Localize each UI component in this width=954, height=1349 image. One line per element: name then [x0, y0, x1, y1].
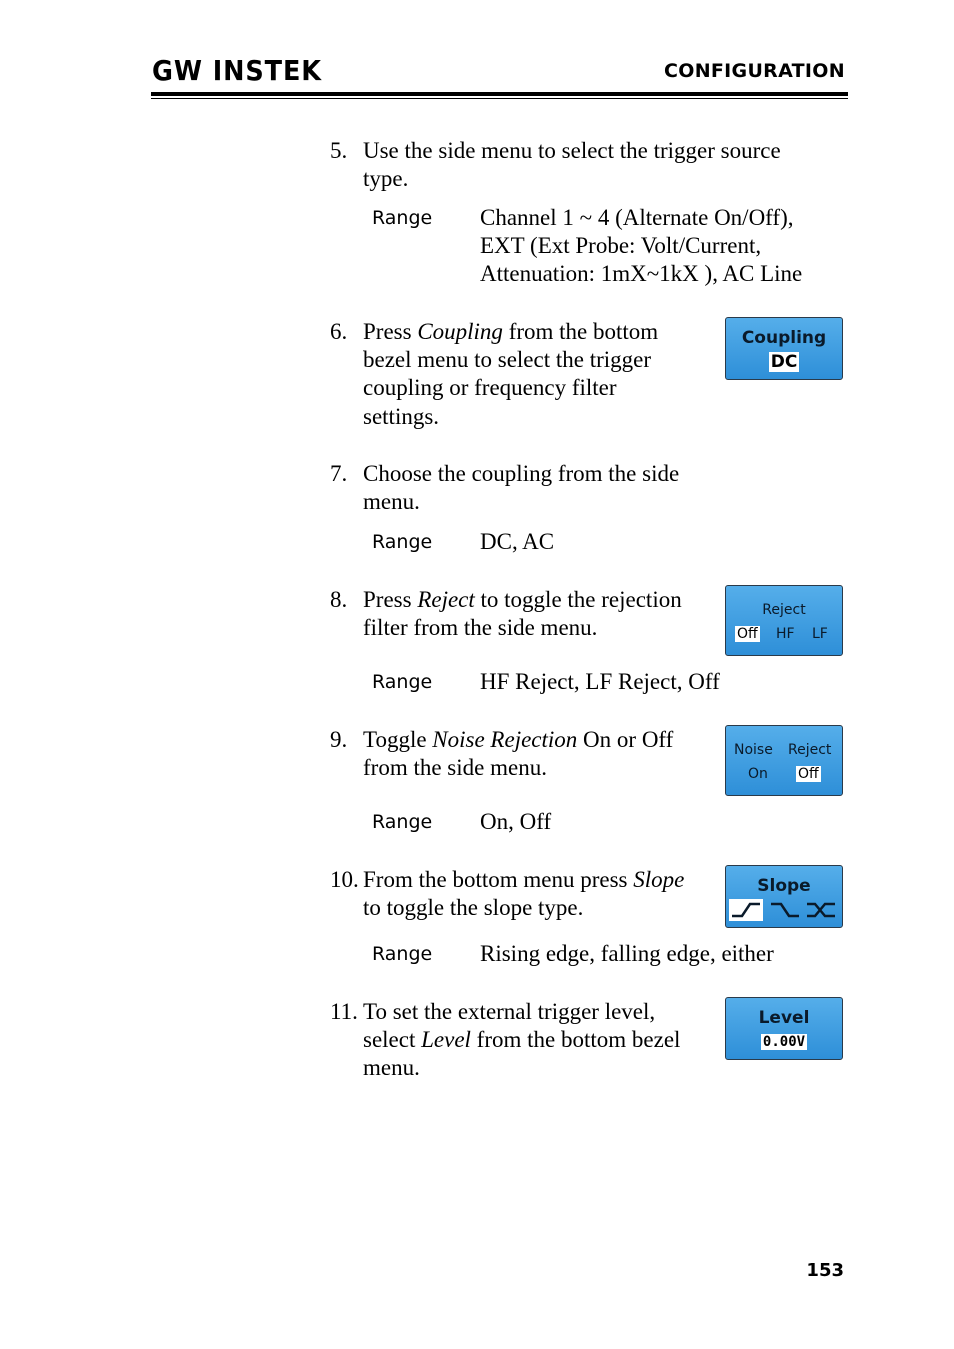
- range-label: Range: [372, 671, 433, 693]
- slope-button-title: Slope: [757, 876, 811, 896]
- menu-term: Coupling: [417, 319, 503, 344]
- range-value: HF Reject, LF Reject, Off: [480, 669, 720, 694]
- coupling-button[interactable]: [725, 317, 843, 380]
- either-edge-icon: [807, 904, 835, 916]
- step-text: Press Reject to toggle the rejection: [363, 587, 682, 612]
- step-text: Toggle Noise Rejection On or Off: [363, 727, 674, 752]
- noise-reject-option-off: Off: [798, 766, 819, 782]
- range-label: Range: [372, 207, 433, 229]
- noise-reject-title-left: Noise: [734, 742, 773, 758]
- step-text: type.: [363, 166, 409, 191]
- step-text: To set the external trigger level,: [363, 999, 656, 1024]
- noise-reject-button[interactable]: [725, 725, 843, 796]
- step-number: 5.: [330, 138, 348, 163]
- level-button[interactable]: [725, 997, 843, 1060]
- step-text: bezel menu to select the trigger: [363, 347, 652, 372]
- level-button-title: Level: [758, 1008, 810, 1028]
- range-label: Range: [372, 943, 433, 965]
- step-text: Use the side menu to select the trigger source: [363, 138, 781, 163]
- slope-icons: [729, 899, 839, 921]
- reject-option-lf: LF: [812, 626, 828, 642]
- falling-edge-icon: [771, 904, 799, 916]
- step-text: select Level from the bottom bezel: [363, 1027, 681, 1052]
- slope-button[interactable]: [725, 865, 843, 928]
- step-number: 10.: [330, 867, 359, 892]
- step-text: settings.: [363, 404, 440, 429]
- step-text: menu.: [363, 1055, 420, 1080]
- header-rule-thin: [151, 98, 848, 99]
- step-number: 11.: [330, 999, 358, 1024]
- range-value: EXT (Ext Probe: Volt/Current,: [480, 233, 762, 258]
- reject-option-off: Off: [737, 626, 758, 642]
- noise-reject-title-right: Reject: [788, 742, 832, 758]
- step-text: Choose the coupling from the side: [363, 461, 680, 486]
- range-value: Attenuation: 1mX~1kX ), AC Line: [480, 261, 803, 286]
- reject-option-hf: HF: [776, 626, 795, 642]
- menu-term: Noise Rejection: [432, 727, 578, 752]
- range-label: Range: [372, 531, 433, 553]
- svg-text:GW INSTEK: GW INSTEK: [152, 56, 323, 84]
- menu-term: Slope: [633, 867, 685, 892]
- coupling-button-title: Coupling: [741, 328, 827, 348]
- header-rule: [151, 92, 848, 96]
- reject-button-title: Reject: [762, 602, 806, 618]
- step-text: From the bottom menu press Slope: [363, 867, 685, 892]
- step-number: 6.: [330, 319, 348, 344]
- menu-term: Level: [421, 1027, 471, 1052]
- step-text: coupling or frequency filter: [363, 375, 617, 400]
- step-text: Press Coupling from the bottom: [363, 319, 659, 344]
- step-text: to toggle the slope type.: [363, 895, 584, 920]
- step-number: 8.: [330, 587, 348, 612]
- range-label: Range: [372, 811, 433, 833]
- step-text: filter from the side menu.: [363, 615, 598, 640]
- step-number: 9.: [330, 727, 348, 752]
- range-value: Channel 1 ~ 4 (Alternate On/Off),: [480, 205, 794, 230]
- reject-button[interactable]: [725, 585, 843, 656]
- step-text: menu.: [363, 489, 420, 514]
- range-value: DC, AC: [480, 529, 555, 554]
- coupling-value: DC: [770, 352, 798, 372]
- step-number: 7.: [330, 461, 348, 486]
- level-value: 0.00V: [762, 1034, 806, 1050]
- range-value: On, Off: [480, 809, 552, 834]
- gw-instek-logo: [152, 56, 324, 84]
- menu-term: Reject: [417, 587, 475, 612]
- noise-reject-option-on: On: [748, 766, 768, 782]
- range-value: Rising edge, falling edge, either: [480, 941, 774, 966]
- section-title: CONFIGURATION: [664, 60, 845, 82]
- step-text: from the side menu.: [363, 755, 547, 780]
- page-number: 153: [806, 1260, 844, 1281]
